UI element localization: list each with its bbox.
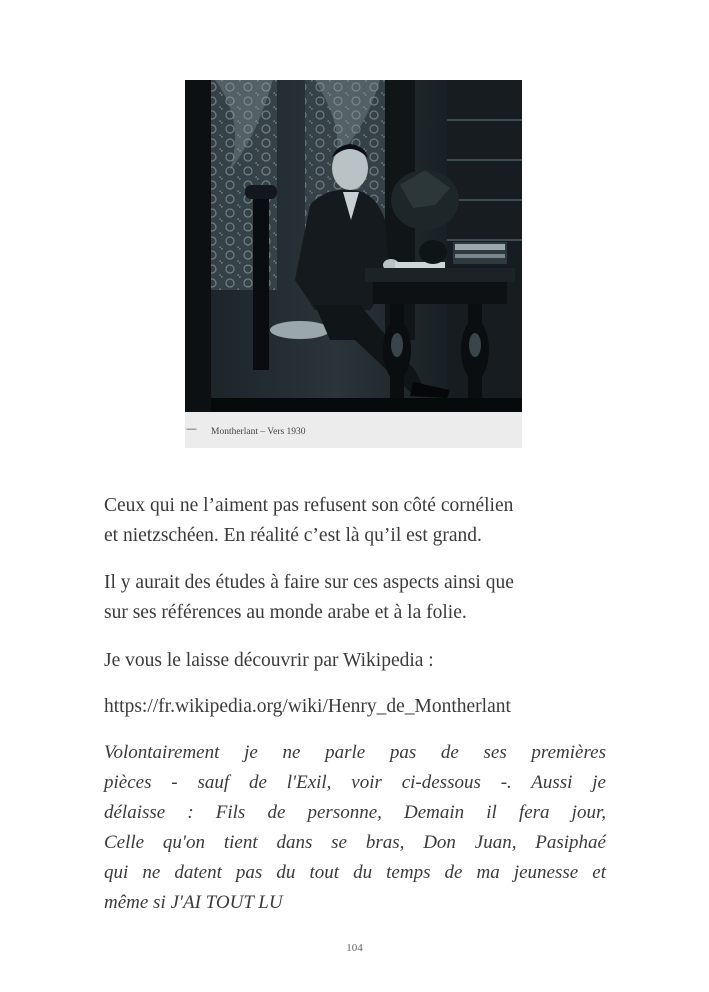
caption-row [185,412,522,448]
text-line: pièces - sauf de l'Exil, voir ci-dessous -. Aussi je [104,772,606,793]
text-line: Volontairement je ne parle pas de ses premières [104,742,606,763]
paragraph-3 [104,646,606,676]
caption-dash: — [186,422,197,435]
text-line: qui ne datent pas du tout du temps de ma jeunesse et [104,862,606,883]
paragraph-1 [104,491,606,550]
text-line: https://fr.wikipedia.org/wiki/Henry_de_Montherlant [104,696,511,717]
page-number: 104 [346,942,363,954]
paragraph-2 [104,568,606,627]
photo-figure [185,80,522,448]
text-line: et nietzschéen. En réalité c’est là qu’il est grand. [104,524,482,546]
wikipedia-url [104,692,606,722]
text-line: Celle qu'on tient dans se bras, Don Juan, Pasiphaé [104,832,606,853]
photo-caption: Montherlant – Vers 1930 [211,427,306,437]
text-line: délaisse : Fils de personne, Demain il fera jour, [104,802,606,823]
text-line: Je vous le laisse découvrir par Wikipedia : [104,650,434,671]
text-line: Il y aurait des études à faire sur ces aspects ainsi que [104,572,514,593]
text-line: Ceux qui ne l’aiment pas refusent son côté cornélien [104,495,514,516]
text-line: même si J'AI TOUT LU [104,892,283,913]
italic-paragraph [104,738,606,918]
photo-montherlant [185,80,522,412]
text-line: sur ses références au monde arabe et à la folie. [104,601,467,623]
